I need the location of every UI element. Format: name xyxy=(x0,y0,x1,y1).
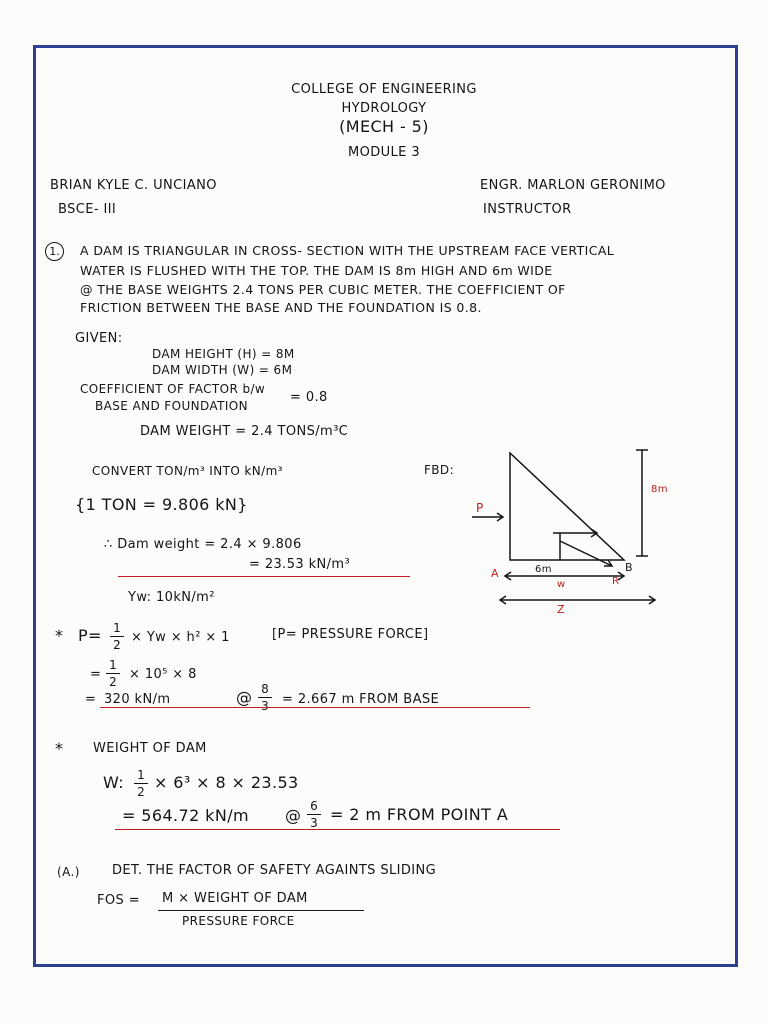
weight-fraction: 6 3 xyxy=(307,799,321,830)
subject-title: HYDROLOGY xyxy=(341,101,427,116)
dam-weight-result: = 23.53 kN/m³ xyxy=(249,557,351,572)
fbd-w-label: w xyxy=(557,579,566,590)
problem-line-3: @ THE BASE WEIGHTS 2.4 TONS PER CUBIC METER. THE COEFFICIENT OF xyxy=(80,282,566,297)
problem-line-4: FRICTION BETWEEN THE BASE AND THE FOUNDATION IS 0.8. xyxy=(80,300,482,315)
weight-star: * xyxy=(55,739,64,758)
conversion-factor: {1 TON = 9.806 kN} xyxy=(75,495,248,514)
college-title: COLLEGE OF ENGINEERING xyxy=(291,82,477,97)
instructor-title: INSTRUCTOR xyxy=(483,202,572,217)
pressure-fraction: 8 3 xyxy=(258,682,272,713)
part-a-text: DET. THE FACTOR OF SAFETY AGAINTS SLIDING xyxy=(112,863,437,878)
pressure-step-right: × 10⁵ × 8 xyxy=(129,667,197,682)
fbd-label: FBD: xyxy=(424,463,455,477)
convert-line: CONVERT TON/m³ INTO kN/m³ xyxy=(92,464,283,478)
half-fraction-1: 1 2 xyxy=(110,621,124,652)
pressure-star: * xyxy=(55,626,64,645)
unit-weight-water: Yw: 10kN/m² xyxy=(128,590,215,605)
underline-pressure xyxy=(100,707,530,708)
pressure-result: 320 kN/m xyxy=(104,692,171,707)
underline-weight xyxy=(115,829,560,830)
fbd-force-label: P xyxy=(476,501,484,515)
pressure-formula-right: × Yw × h² × 1 xyxy=(131,630,230,645)
problem-line-2: WATER IS FLUSHED WITH THE TOP. THE DAM IS 8m HIGH AND 6m WIDE xyxy=(80,263,553,278)
given-coef-line1: COEFFICIENT OF FACTOR b/w xyxy=(80,382,266,396)
part-a-label: (A.) xyxy=(57,865,80,879)
given-width: DAM WIDTH (W) = 6M xyxy=(152,363,293,377)
fos-denominator: PRESSURE FORCE xyxy=(182,914,295,928)
fbd-height-label: 8m xyxy=(651,484,668,495)
pressure-formula-left: P= xyxy=(78,626,102,645)
fos-numerator: M × WEIGHT OF DAM xyxy=(162,891,308,906)
given-weight: DAM WEIGHT = 2.4 TONS/m³C xyxy=(140,424,349,439)
given-coef-line2: BASE AND FOUNDATION xyxy=(95,399,249,413)
dam-weight-calc: ∴ Dam weight = 2.4 × 9.806 xyxy=(104,537,302,552)
fbd-width-label: 6m xyxy=(535,564,552,575)
pressure-note: [P= PRESSURE FORCE] xyxy=(272,627,429,642)
fbd-point-a: A xyxy=(491,567,499,580)
fbd-z-label: Z xyxy=(557,603,565,616)
weight-title: WEIGHT OF DAM xyxy=(93,741,207,756)
weight-formula-left: W: xyxy=(103,773,125,792)
weight-at: @ xyxy=(285,806,302,825)
given-label: GIVEN: xyxy=(75,331,123,346)
pressure-step-eq: = xyxy=(90,667,102,682)
fbd-r-label: R xyxy=(612,576,620,587)
student-section: BSCE- III xyxy=(58,202,117,217)
given-coef-value: = 0.8 xyxy=(290,390,328,405)
weight-result: = 564.72 kN/m xyxy=(122,806,249,825)
student-name: BRIAN KYLE C. UNCIANO xyxy=(50,178,217,193)
module-title: MODULE 3 xyxy=(347,145,421,160)
half-fraction-3: 1 2 xyxy=(134,768,148,799)
given-height: DAM HEIGHT (H) = 8M xyxy=(152,347,295,361)
fos-label: FOS = xyxy=(97,893,140,908)
half-fraction-2: 1 2 xyxy=(106,658,120,689)
instructor-name: ENGR. MARLON GERONIMO xyxy=(480,178,666,193)
pressure-result-tail: = 2.667 m FROM BASE xyxy=(282,692,440,707)
fos-fraction-bar xyxy=(158,910,364,911)
problem-number: 1. xyxy=(45,242,64,261)
fbd-point-b: B xyxy=(625,561,633,574)
pressure-at: @ xyxy=(236,688,253,707)
pressure-result-prefix: = xyxy=(85,692,97,707)
problem-line-1: A DAM IS TRIANGULAR IN CROSS- SECTION WITH THE UPSTREAM FACE VERTICAL xyxy=(80,243,615,258)
weight-formula-right: × 6³ × 8 × 23.53 xyxy=(154,773,299,792)
course-code: (MECH - 5) xyxy=(339,117,429,136)
weight-result-tail: = 2 m FROM POINT A xyxy=(330,805,509,824)
